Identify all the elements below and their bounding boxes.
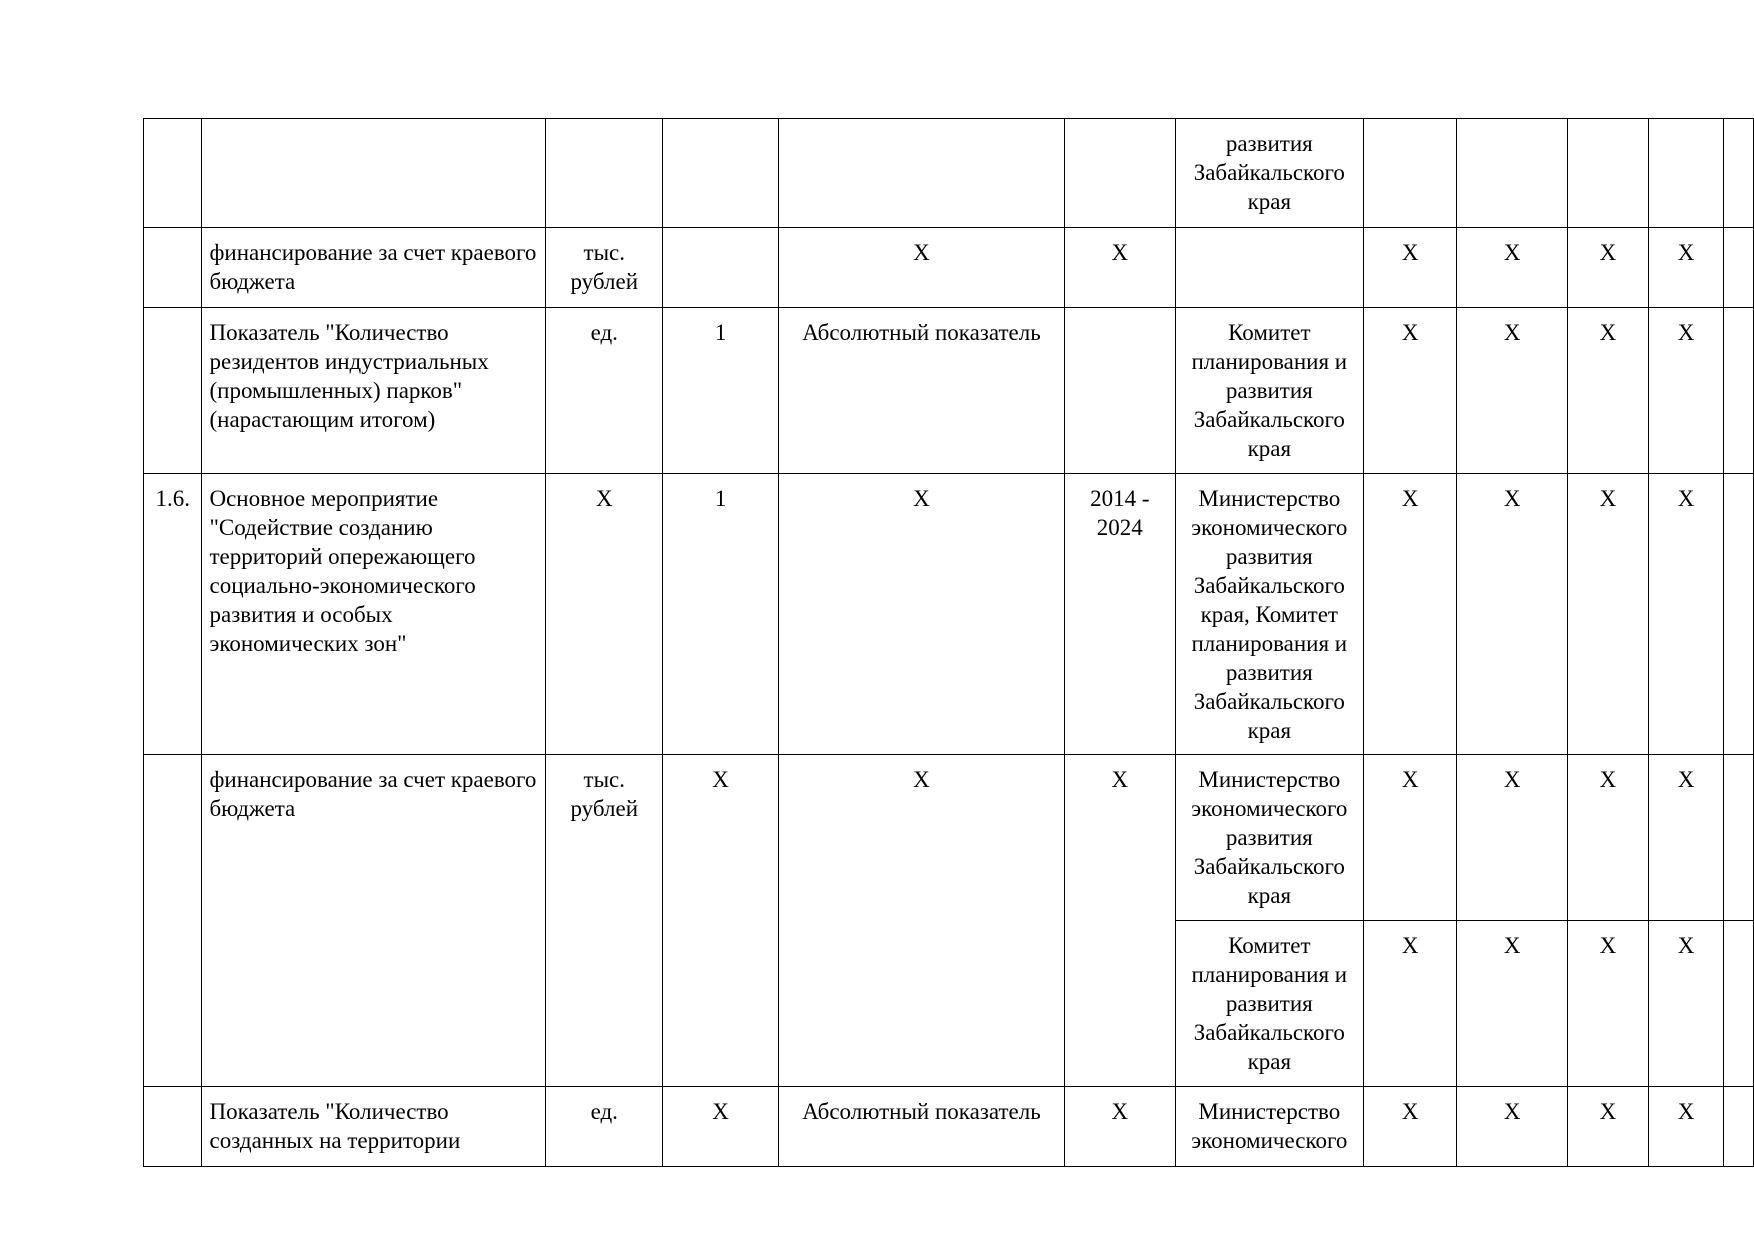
row-number <box>144 755 202 1087</box>
table-row <box>144 1087 1754 1167</box>
col-4: Х <box>1648 755 1724 921</box>
item-name: финансирование за счет краевого бюджета <box>202 228 546 308</box>
row-number <box>144 308 202 474</box>
period: Х <box>1065 228 1176 308</box>
col-3: Х <box>1568 921 1649 1087</box>
executor: Министерство экономического <box>1175 1087 1363 1167</box>
col-4: Х <box>1648 1087 1724 1167</box>
executor <box>1175 228 1363 308</box>
col-1: Х <box>1364 228 1457 308</box>
method: Х <box>778 228 1064 308</box>
period: Х <box>1065 755 1176 1087</box>
col-cut <box>1724 1087 1754 1167</box>
col-1: Х <box>1364 1087 1457 1167</box>
method: Абсолютный показатель <box>778 308 1064 474</box>
col-2: Х <box>1457 228 1568 308</box>
col-2 <box>1457 119 1568 228</box>
row-number <box>144 1087 202 1167</box>
col-3: Х <box>1568 474 1649 755</box>
col-2: Х <box>1457 755 1568 921</box>
value: Х <box>663 1087 779 1167</box>
table-row <box>144 119 1754 228</box>
col-2: Х <box>1457 1087 1568 1167</box>
table-row <box>144 228 1754 308</box>
table-row <box>144 308 1754 474</box>
period <box>1065 308 1176 474</box>
col-1: Х <box>1364 755 1457 921</box>
col-cut <box>1724 755 1754 921</box>
item-name <box>202 119 546 228</box>
period: Х <box>1065 1087 1176 1167</box>
col-2: Х <box>1457 308 1568 474</box>
value <box>663 228 779 308</box>
col-4: Х <box>1648 228 1724 308</box>
unit: тыс. рублей <box>546 755 663 1087</box>
col-cut <box>1724 474 1754 755</box>
col-4: Х <box>1648 474 1724 755</box>
unit: Х <box>546 474 663 755</box>
executor: Комитет планирования и развития Забайкальского края <box>1175 921 1363 1087</box>
value: Х <box>663 755 779 1087</box>
executor: Министерство экономического развития Забайкальского края, Комитет планирования и развития Забайкальского края <box>1175 474 1363 755</box>
col-1: Х <box>1364 474 1457 755</box>
col-1: Х <box>1364 308 1457 474</box>
col-cut <box>1724 308 1754 474</box>
unit: тыс. рублей <box>546 228 663 308</box>
col-2: Х <box>1457 474 1568 755</box>
col-cut <box>1724 119 1754 228</box>
col-2: Х <box>1457 921 1568 1087</box>
method: Х <box>778 474 1064 755</box>
table-row <box>144 474 1754 755</box>
row-number <box>144 119 202 228</box>
executor: развития Забайкальского края <box>1175 119 1363 228</box>
col-cut <box>1724 921 1754 1087</box>
program-table <box>143 118 1754 1167</box>
col-3: Х <box>1568 308 1649 474</box>
col-3: Х <box>1568 1087 1649 1167</box>
value: 1 <box>663 308 779 474</box>
col-cut <box>1724 228 1754 308</box>
col-1: Х <box>1364 921 1457 1087</box>
item-name: финансирование за счет краевого бюджета <box>202 755 546 1087</box>
col-3: Х <box>1568 755 1649 921</box>
period: 2014 - 2024 <box>1065 474 1176 755</box>
method: Х <box>778 755 1064 1087</box>
col-3 <box>1568 119 1649 228</box>
period <box>1065 119 1176 228</box>
value <box>663 119 779 228</box>
unit <box>546 119 663 228</box>
table-row <box>144 755 1754 921</box>
col-3: Х <box>1568 228 1649 308</box>
col-4: Х <box>1648 921 1724 1087</box>
item-name: Показатель "Количество созданных на территории <box>202 1087 546 1167</box>
method <box>778 119 1064 228</box>
executor: Министерство экономического развития Забайкальского края <box>1175 755 1363 921</box>
row-number <box>144 228 202 308</box>
item-name: Показатель "Количество резидентов индустриальных (промышленных) парков" (нарастающим итогом) <box>202 308 546 474</box>
col-1 <box>1364 119 1457 228</box>
col-4: Х <box>1648 308 1724 474</box>
col-4 <box>1648 119 1724 228</box>
value: 1 <box>663 474 779 755</box>
row-number: 1.6. <box>144 474 202 755</box>
executor: Комитет планирования и развития Забайкальского края <box>1175 308 1363 474</box>
method: Абсолютный показатель <box>778 1087 1064 1167</box>
unit: ед. <box>546 1087 663 1167</box>
item-name: Основное мероприятие "Содействие созданию территорий опережающего социально-экономического развития и особых экономических зон" <box>202 474 546 755</box>
unit: ед. <box>546 308 663 474</box>
